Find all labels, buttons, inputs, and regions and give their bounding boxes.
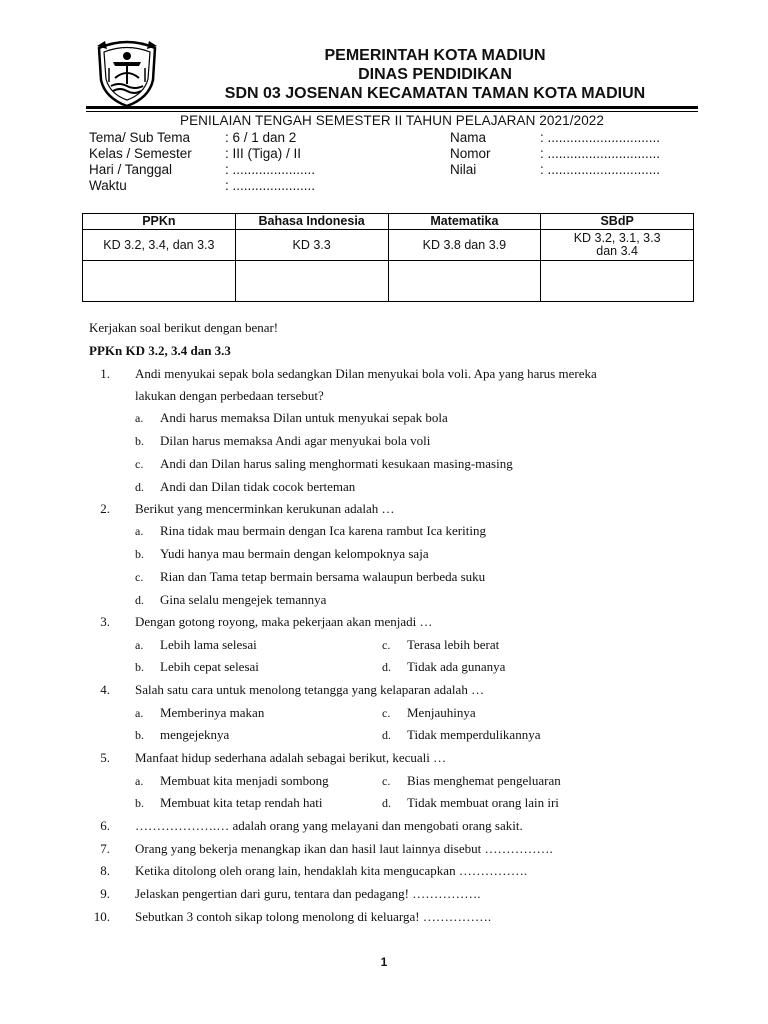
kd-cell-sbdp-line1: KD 3.2, 3.1, 3.3	[573, 231, 661, 245]
info-label-number: Nomor	[450, 146, 491, 161]
option-letter: c.	[135, 570, 144, 584]
option-text: Rian dan Tama tetap bermain bersama walaupun berbeda suku	[160, 569, 486, 584]
kd-header-matematika: Matematika	[388, 214, 541, 230]
option-letter: b.	[135, 728, 144, 742]
info-label-date: Hari / Tanggal	[89, 162, 173, 177]
page-number: 1	[380, 955, 388, 969]
info-label-score: Nilai	[450, 162, 477, 177]
header-department: DINAS PENDIDIKAN	[358, 66, 512, 83]
info-value-number: : ..............................	[540, 146, 661, 161]
option-text: Terasa lebih berat	[407, 637, 500, 652]
question-text: Manfaat hidup sederhana adalah sebagai berikut, kecuali …	[135, 750, 447, 765]
city-emblem-logo	[93, 38, 161, 108]
question-number: 2.	[100, 501, 110, 516]
option-text: Lebih cepat selesai	[160, 659, 259, 674]
option-text: Tidak memperdulikannya	[407, 727, 541, 742]
info-value-name: : ..............................	[540, 130, 661, 145]
score-cell-bahasa[interactable]	[235, 261, 388, 302]
info-value-time: : ......................	[225, 178, 316, 193]
question-number: 3.	[100, 614, 110, 629]
question-number: 9.	[100, 886, 110, 901]
question-number: 7.	[100, 841, 110, 856]
option-text: Andi dan Dilan tidak cocok berteman	[160, 479, 356, 494]
info-label-name: Nama	[450, 130, 487, 145]
option-text: Rina tidak mau bermain dengan Ica karena rambut Ica keriting	[160, 523, 486, 538]
option-letter: c.	[382, 706, 391, 720]
option-letter: d.	[382, 728, 391, 742]
option-text: Andi dan Dilan harus saling menghormati kesukaan masing-masing	[160, 456, 513, 471]
info-value-theme: : 6 / 1 dan 2	[225, 130, 297, 145]
option-text: Memberinya makan	[160, 705, 265, 720]
option-text: Yudi hanya mau bermain dengan kelompoknya saja	[160, 546, 429, 561]
question-text: Ketika ditolong oleh orang lain, hendaklah kita mengucapkan …………….	[135, 863, 528, 878]
option-text: Dilan harus memaksa Andi agar menyukai bola voli	[160, 433, 431, 448]
info-label-time: Waktu	[89, 178, 127, 193]
option-letter: b.	[135, 434, 144, 448]
question-text: Salah satu cara untuk menolong tetangga yang kelaparan adalah …	[135, 682, 485, 697]
option-letter: d.	[382, 796, 391, 810]
option-text: Gina selalu mengejek temannya	[160, 592, 327, 607]
option-text: Bias menghemat pengeluaran	[407, 773, 561, 788]
option-letter: d.	[135, 593, 144, 607]
option-letter: a.	[135, 706, 144, 720]
header-divider-thin	[86, 111, 698, 112]
question-text: Sebutkan 3 contoh sikap tolong menolong di keluarga! …………….	[135, 909, 492, 924]
option-letter: b.	[135, 796, 144, 810]
option-letter: d.	[382, 660, 391, 674]
kd-cell-matematika: KD 3.8 dan 3.9	[388, 230, 541, 261]
header-divider-thick	[86, 106, 698, 109]
section-title: PPKn KD 3.2, 3.4 dan 3.3	[89, 343, 231, 358]
info-label-theme: Tema/ Sub Tema	[89, 130, 191, 145]
option-letter: a.	[135, 524, 144, 538]
kd-cell-sbdp	[541, 230, 694, 261]
info-value-score: : ..............................	[540, 162, 661, 177]
question-number: 5.	[100, 750, 110, 765]
question-text: Berikut yang mencerminkan kerukunan adalah …	[135, 501, 395, 516]
info-value-date: : ......................	[225, 162, 316, 177]
kd-cell-sbdp-line2: dan 3.4	[596, 244, 638, 258]
info-value-class: : III (Tiga) / II	[225, 146, 302, 161]
header-school: SDN 03 JOSENAN KECAMATAN TAMAN KOTA MADIUN	[224, 85, 646, 102]
question-text: Dengan gotong royong, maka pekerjaan akan menjadi …	[135, 614, 433, 629]
option-letter: a.	[135, 774, 144, 788]
question-number: 1.	[100, 366, 110, 381]
score-cell-matematika[interactable]	[388, 261, 541, 302]
option-letter: c.	[135, 457, 144, 471]
question-text: Andi menyukai sepak bola sedangkan Dilan menyukai bola voli. Apa yang harus mereka	[135, 366, 597, 381]
option-text: Andi harus memaksa Dilan untuk menyukai sepak bola	[160, 410, 448, 425]
option-letter: a.	[135, 638, 144, 652]
kd-header-sbdp: SBdP	[541, 214, 694, 230]
option-letter: c.	[382, 774, 391, 788]
question-number: 4.	[100, 682, 110, 697]
question-number: 6.	[100, 818, 110, 833]
option-letter: d.	[135, 480, 144, 494]
question-number: 10.	[93, 909, 110, 924]
option-text: Tidak membuat orang lain iri	[407, 795, 559, 810]
question-text: Jelaskan pengertian dari guru, tentara dan pedagang! …………….	[135, 886, 481, 901]
instruction: Kerjakan soal berikut dengan benar!	[89, 320, 279, 335]
kd-cell-bahasa: KD 3.3	[235, 230, 388, 261]
score-cell-ppkn[interactable]	[83, 261, 236, 302]
header-government: PEMERINTAH KOTA MADIUN	[324, 47, 546, 64]
option-text: Menjauhinya	[407, 705, 476, 720]
kd-header-ppkn: PPKn	[83, 214, 236, 230]
option-letter: b.	[135, 547, 144, 561]
exam-title: PENILAIAN TENGAH SEMESTER II TAHUN PELAJARAN 2021/2022	[179, 113, 605, 128]
option-text: Lebih lama selesai	[160, 637, 257, 652]
kd-table	[82, 213, 694, 302]
option-letter: c.	[382, 638, 391, 652]
question-text: ……………….… adalah orang yang melayani dan mengobati orang sakit.	[135, 818, 523, 833]
option-text: Tidak ada gunanya	[407, 659, 506, 674]
option-letter: a.	[135, 411, 144, 425]
option-text: mengejeknya	[160, 727, 230, 742]
kd-header-bahasa: Bahasa Indonesia	[235, 214, 388, 230]
question-text: Orang yang bekerja menangkap ikan dan hasil laut lainnya disebut …………….	[135, 841, 553, 856]
question-number: 8.	[100, 863, 110, 878]
option-text: Membuat kita tetap rendah hati	[160, 795, 323, 810]
question-text-cont: lakukan dengan perbedaan tersebut?	[135, 388, 324, 403]
option-letter: b.	[135, 660, 144, 674]
option-text: Membuat kita menjadi sombong	[160, 773, 329, 788]
score-cell-sbdp[interactable]	[541, 261, 694, 302]
kd-cell-ppkn: KD 3.2, 3.4, dan 3.3	[83, 230, 236, 261]
info-label-class: Kelas / Semester	[89, 146, 192, 161]
